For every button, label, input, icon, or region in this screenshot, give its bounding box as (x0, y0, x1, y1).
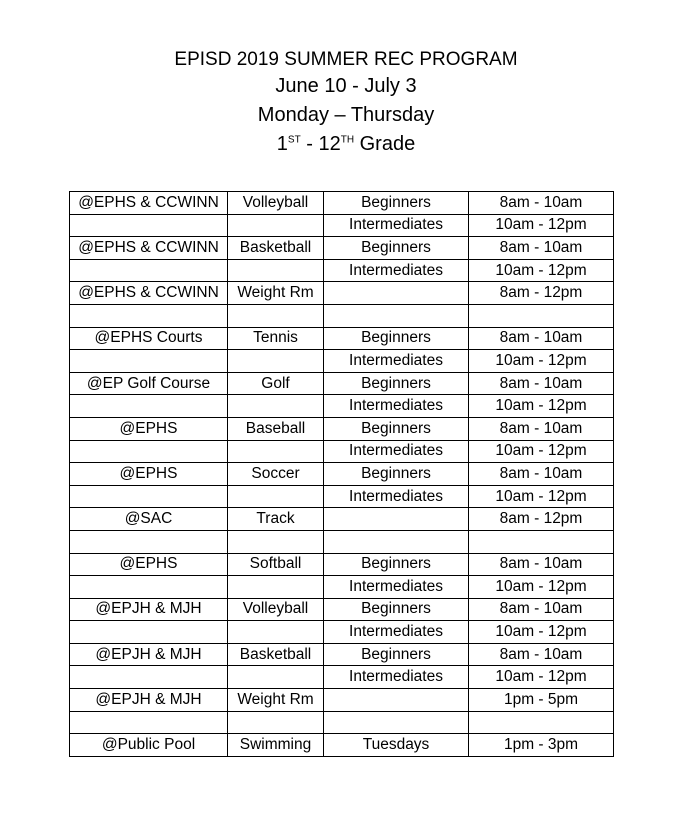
sport-cell: Golf (228, 372, 324, 395)
table-row (70, 440, 614, 463)
location-cell: @EP Golf Course (70, 372, 228, 395)
table-row (70, 734, 614, 757)
time-cell: 10am - 12pm (469, 576, 614, 599)
sport-cell (228, 530, 324, 553)
sport-cell: Volleyball (228, 192, 324, 215)
location-cell (70, 259, 228, 282)
grade-word: Grade (354, 133, 416, 155)
time-cell: 8am - 10am (469, 643, 614, 666)
table-row (70, 304, 614, 327)
level-cell (324, 530, 469, 553)
time-cell: 8am - 10am (469, 463, 614, 486)
sport-cell (228, 214, 324, 237)
location-cell (70, 530, 228, 553)
sport-cell: Soccer (228, 463, 324, 486)
document-header (0, 48, 692, 159)
location-cell: @EPJH & MJH (70, 598, 228, 621)
level-cell: Beginners (324, 372, 469, 395)
table-row (70, 259, 614, 282)
time-cell: 8am - 12pm (469, 508, 614, 531)
table-row (70, 711, 614, 734)
table-row (70, 621, 614, 644)
table-row (70, 530, 614, 553)
level-cell: Intermediates (324, 214, 469, 237)
table-row (70, 485, 614, 508)
level-cell: Beginners (324, 192, 469, 215)
level-cell (324, 508, 469, 531)
sport-cell: Softball (228, 553, 324, 576)
table-row (70, 508, 614, 531)
table-row (70, 643, 614, 666)
level-cell: Intermediates (324, 485, 469, 508)
location-cell: @EPJH & MJH (70, 643, 228, 666)
location-cell (70, 576, 228, 599)
table-row (70, 350, 614, 373)
time-cell: 10am - 12pm (469, 440, 614, 463)
time-cell: 8am - 10am (469, 327, 614, 350)
time-cell: 1pm - 3pm (469, 734, 614, 757)
table-row (70, 192, 614, 215)
sport-cell: Basketball (228, 237, 324, 260)
time-cell: 8am - 10am (469, 237, 614, 260)
table-row (70, 237, 614, 260)
location-cell (70, 485, 228, 508)
level-cell: Intermediates (324, 395, 469, 418)
time-cell: 10am - 12pm (469, 395, 614, 418)
sport-cell (228, 440, 324, 463)
time-cell: 8am - 10am (469, 598, 614, 621)
sport-cell (228, 304, 324, 327)
time-cell: 10am - 12pm (469, 621, 614, 644)
location-cell: @Public Pool (70, 734, 228, 757)
sport-cell (228, 259, 324, 282)
table-row (70, 327, 614, 350)
level-cell: Intermediates (324, 440, 469, 463)
table-row (70, 689, 614, 712)
sport-cell: Tennis (228, 327, 324, 350)
sport-cell: Track (228, 508, 324, 531)
sport-cell (228, 395, 324, 418)
sport-cell (228, 576, 324, 599)
grade-range (0, 130, 692, 159)
time-cell (469, 304, 614, 327)
time-cell: 8am - 10am (469, 192, 614, 215)
location-cell (70, 395, 228, 418)
sport-cell (228, 485, 324, 508)
time-cell: 8am - 10am (469, 417, 614, 440)
time-cell: 10am - 12pm (469, 666, 614, 689)
location-cell (70, 440, 228, 463)
location-cell: @EPHS (70, 553, 228, 576)
grade-end-suffix: TH (340, 134, 355, 146)
time-cell: 1pm - 5pm (469, 689, 614, 712)
grade-start: 1 (276, 133, 288, 155)
table-row (70, 214, 614, 237)
location-cell: @EPHS (70, 463, 228, 486)
grade-start-suffix: ST (287, 134, 301, 146)
table-row (70, 666, 614, 689)
location-cell (70, 666, 228, 689)
level-cell (324, 689, 469, 712)
schedule-body (70, 192, 614, 757)
time-cell: 10am - 12pm (469, 485, 614, 508)
level-cell: Beginners (324, 417, 469, 440)
sport-cell: Swimming (228, 734, 324, 757)
sport-cell (228, 711, 324, 734)
sport-cell (228, 666, 324, 689)
level-cell: Beginners (324, 237, 469, 260)
grade-separator: - 12 (300, 133, 341, 155)
table-row (70, 463, 614, 486)
time-cell: 10am - 12pm (469, 214, 614, 237)
program-days: Monday – Thursday (257, 104, 435, 126)
table-row (70, 553, 614, 576)
level-cell: Intermediates (324, 621, 469, 644)
location-cell: @EPHS & CCWINN (70, 282, 228, 305)
time-cell: 10am - 12pm (469, 259, 614, 282)
sport-cell: Basketball (228, 643, 324, 666)
time-cell: 10am - 12pm (469, 350, 614, 373)
sport-cell: Baseball (228, 417, 324, 440)
location-cell (70, 621, 228, 644)
level-cell: Intermediates (324, 666, 469, 689)
level-cell: Intermediates (324, 259, 469, 282)
level-cell: Beginners (324, 553, 469, 576)
schedule-table (69, 191, 614, 757)
location-cell: @EPHS & CCWINN (70, 237, 228, 260)
program-title: EPISD 2019 SUMMER REC PROGRAM (174, 49, 518, 70)
time-cell: 8am - 10am (469, 372, 614, 395)
sport-cell: Weight Rm (228, 282, 324, 305)
location-cell: @EPHS (70, 417, 228, 440)
location-cell: @SAC (70, 508, 228, 531)
time-cell (469, 711, 614, 734)
program-dates: June 10 - July 3 (275, 75, 417, 97)
time-cell (469, 530, 614, 553)
location-cell: @EPHS & CCWINN (70, 192, 228, 215)
level-cell: Intermediates (324, 576, 469, 599)
sport-cell (228, 350, 324, 373)
table-row (70, 395, 614, 418)
location-cell: @EPJH & MJH (70, 689, 228, 712)
table-row (70, 576, 614, 599)
location-cell (70, 350, 228, 373)
time-cell: 8am - 12pm (469, 282, 614, 305)
table-row (70, 598, 614, 621)
level-cell: Intermediates (324, 350, 469, 373)
sport-cell: Volleyball (228, 598, 324, 621)
level-cell (324, 711, 469, 734)
table-row (70, 417, 614, 440)
level-cell (324, 282, 469, 305)
location-cell: @EPHS Courts (70, 327, 228, 350)
location-cell (70, 711, 228, 734)
location-cell (70, 214, 228, 237)
location-cell (70, 304, 228, 327)
sport-cell: Weight Rm (228, 689, 324, 712)
sport-cell (228, 621, 324, 644)
table-row (70, 372, 614, 395)
time-cell: 8am - 10am (469, 553, 614, 576)
level-cell: Beginners (324, 327, 469, 350)
level-cell: Beginners (324, 643, 469, 666)
level-cell: Beginners (324, 598, 469, 621)
level-cell: Beginners (324, 463, 469, 486)
table-row (70, 282, 614, 305)
level-cell: Tuesdays (324, 734, 469, 757)
level-cell (324, 304, 469, 327)
